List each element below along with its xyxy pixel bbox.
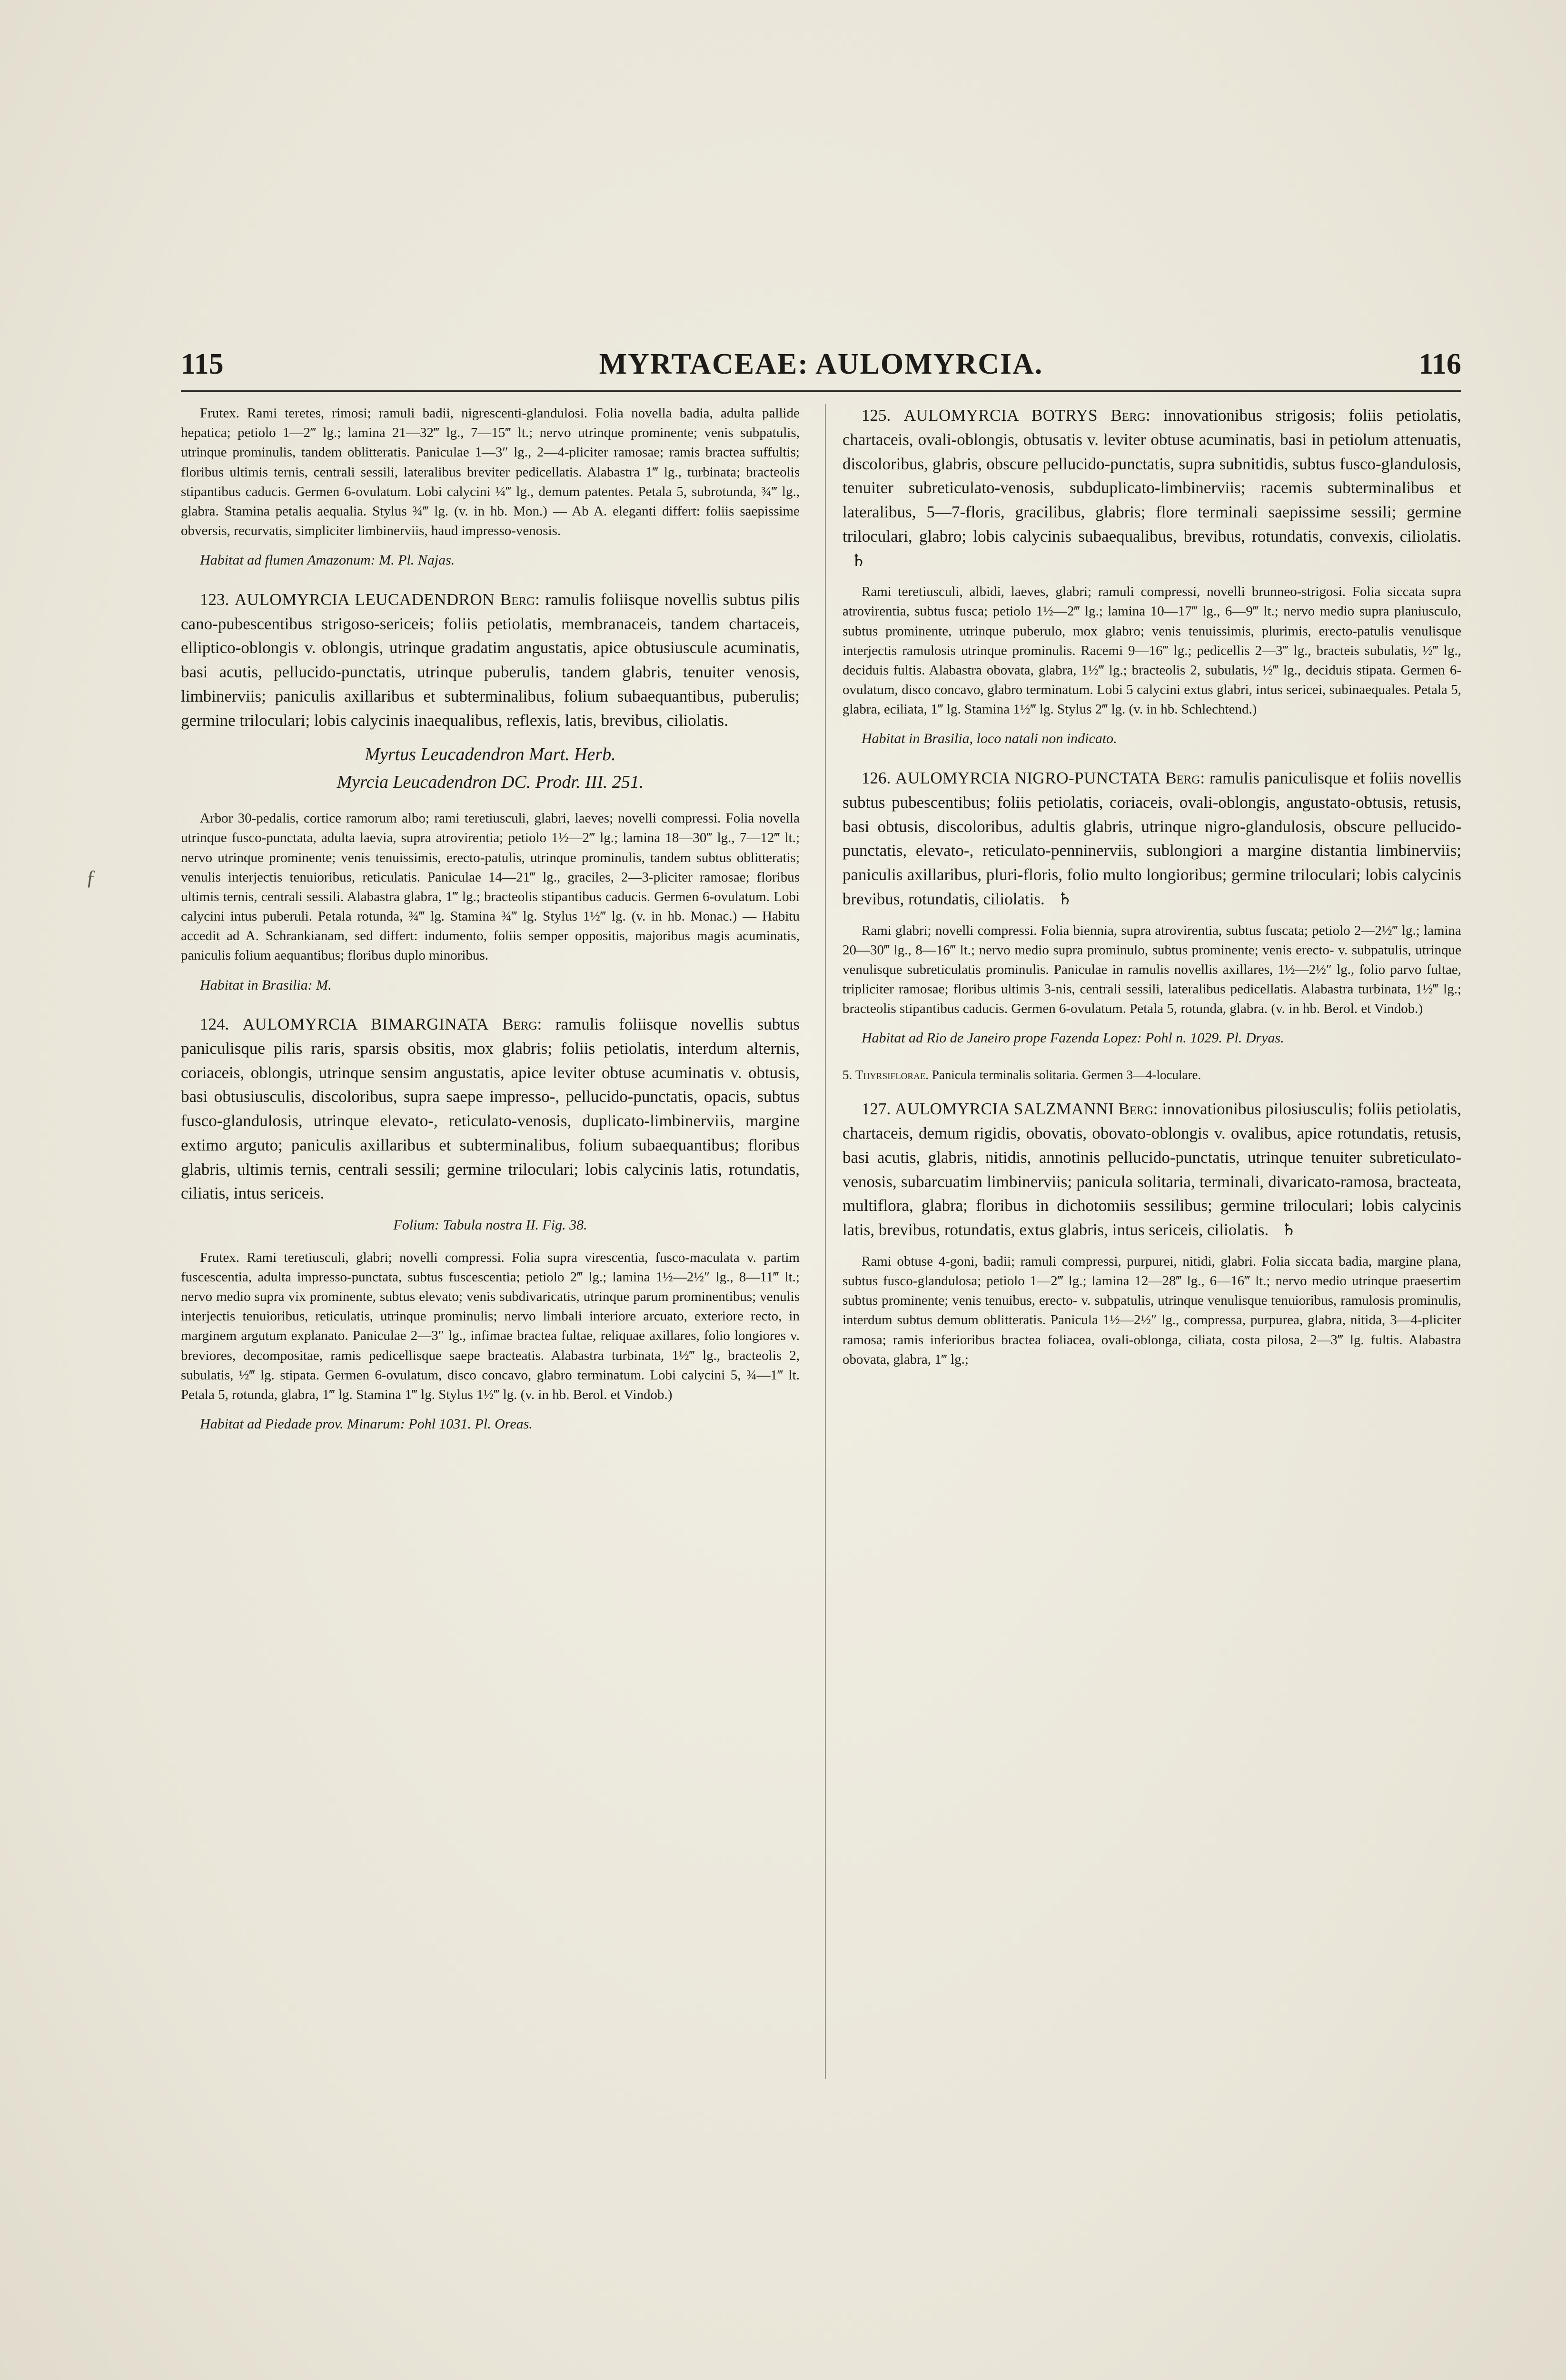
entry-127-author: Berg:: [1118, 1100, 1158, 1119]
entry-124-author: Berg:: [502, 1015, 542, 1034]
entry-123-synonym-2: Myrcia Leucadendron DC. Prodr. III. 251.: [337, 772, 644, 793]
entry-123-diagnosis: [181, 588, 800, 733]
column-divider: [825, 404, 826, 2079]
entry-125-author: Berg:: [1110, 406, 1150, 425]
section-heading: [842, 1066, 1461, 1084]
entry-123-number: 123.: [200, 590, 229, 609]
entry-126-description: Rami glabri; novelli compressi. Folia biennia, supra atrovirentia, subtus fuscata; petiolo 2—2½‴ lg.; lamina 20—30‴ lg., 8—16‴ lt.; nervo medio supra prominulo, subtus prominente; venis erecto- v. subpatulis, utrinque venulisque subreticulatis prominulis. Paniculae in ramulis novellis axillares, 1½—2½″ lg., folio parvo fultae, tripliciter ramosae; floribus ultimis 3-nis, centrali sessili, lateralibus pedicellatis. Alabastra turbinata, 1½‴ lg.; bracteolis stipantibus caducis. Germen 6-ovulatum. Petala 5, rotunda, glabra. (v. in hb. Berol. et Vindob.): [842, 922, 1461, 1017]
entry-126-author: Berg:: [1165, 769, 1205, 788]
continued-description: Frutex. Rami teretes, rimosi; ramuli badii, nigrescenti-glandulosi. Folia novella badia, adulta pallide hepatica; petiolo 1—2‴ lg.; lamina 21—32‴ lg., 7—15‴ lt.; nervo utrinque prominente; venis subpatulis, utrinque prominulis, tandem oblitteratis. Paniculae 1—3″ lg., 2—4-pliciter ramosae; ramis bractea suffultis; floribus ultimis ternis, centrali sessili, lateralibus breviter pedicellatis. Alabastra 1‴ lg., turbinata; bracteolis stipantibus caducis. Germen 6-ovulatum. Lobi calycini ¼‴ lg., demum patentes. Petala 5, subrotunda, ¾‴ lg., glabra. Stamina petalis aequalia. Stylus ¾‴ lg. (v. in hb. Mon.) — Ab A. eleganti differt: foliis saepissime obversis, recurvatis, simpliciter limbinerviis, haud impresso-venosis.: [181, 406, 800, 539]
entry-123-name: AULOMYRCIA LEUCADENDRON: [234, 590, 495, 609]
entry-125-diagnosis-text: innovationibus strigosis; foliis petiolatis, chartaceis, ovali-oblongis, obtusatis v. leviter obtuse acuminatis, basi in petiolum attenuatis, discoloribus, glabris, obscure pellucido-punctatis, supra subnitidis, subtus fusco-glandulosis, tenuiter subreticulato-venosis, subduplicato-limbinerviis; racemis subterminalibus et lateralibus, 5—7-floris, gracilibus, glabris; flore terminali saepissime sessili; germine triloculari, glabro; lobis calycinis subaequalibus, brevibus, rotundatis, convexis, ciliolatis.: [842, 406, 1462, 545]
entry-125-number: 125.: [862, 406, 891, 425]
entry-127-number: 127.: [862, 1100, 891, 1119]
entry-125-diagnosis: [842, 404, 1461, 573]
running-header: [181, 347, 1461, 392]
entry-127-diagnosis-text: innovationibus pilosiusculis; foliis petiolatis, chartaceis, demum rigidis, obovatis, obovato-oblongis v. ovalibus, apice rotundatis, retusis, basi acutis, glabris, nitidis, annotinis pellucido-punctatis, utrinque tenuiter subreticulato-venosis, subarcuatim limbinerviis; panicula solitaria, terminali, divaricato-ramosa, bracteata, multiflora, glabra; floribus in dichotomiis sessilibus; germine triloculari; lobis calycinis latis, brevibus, rotundatis, extus glabris, intus sericeis, ciliolatis.: [842, 1100, 1461, 1240]
entry-127-diagnosis: [842, 1097, 1461, 1242]
entry-125-habitat: Habitat in Brasilia, loco natali non indicato.: [862, 731, 1117, 747]
page-number-right: 116: [1418, 348, 1461, 380]
left-column: [181, 404, 800, 1452]
entry-126-diagnosis-text: ramulis paniculisque et foliis novellis subtus pubescentibus; foliis petiolatis, coriaceis, ovali-oblongis, angustato-obtusis, retusis, basi obtusis, discoloribus, adultis glabris, utrinque nigro-glandulosis, obscure pellucido-punctatis, elevato-, reticulato-penninerviis, sublongiori a margine distantia limbinerviis; paniculis axillaribus, pluri-floris, folio multo longioribus; germine triloculari; lobis calycinis brevibus, rotundatis, ciliolatis.: [842, 769, 1462, 908]
running-title: MYRTACEAE: AULOMYRCIA.: [599, 348, 1043, 380]
section-number: 5.: [842, 1068, 852, 1082]
entry-126-name: AULOMYRCIA NIGRO-PUNCTATA: [895, 769, 1161, 788]
entry-126-number: 126.: [862, 769, 891, 788]
entry-127-description: Rami obtuse 4-goni, badii; ramuli compressi, purpurei, nitidi, glabri. Folia siccata badia, margine plana, subtus fusco-glandulosa; petiolo 1—2‴ lg.; lamina 12—28‴ lg., 6—16‴ lt.; nervo medio utrinque praesertim subtus prominente; venis tenuibus, erecto- v. subpatulis, utrinque venulisque tenuioribus, ramulosis prominulis, interdum subtus demum oblitteratis. Panicula 1½—2½″ lg., compressa, purpurea, glabra, nitida, 3—4-pliciter ramosa; ramis inferioribus bractea foliacea, ovali-oblonga, ciliata, costa pilosa, 2—3‴ lg. fultis. Alabastra obovata, glabra, 1‴ lg.;: [842, 1253, 1461, 1367]
shrub-symbol-icon: ♄: [1057, 889, 1072, 908]
entry-124-name: AULOMYRCIA BIMARGINATA: [242, 1015, 489, 1034]
continued-habitat: Habitat ad flumen Amazonum: M. Pl. Najas.: [200, 552, 455, 568]
entry-125-name: AULOMYRCIA BOTRYS: [903, 406, 1098, 425]
entry-125-description: Rami teretiusculi, albidi, laeves, glabri; ramuli compressi, novelli brunneo-strigosi. Folia siccata supra atrovirentia, subtus fusca; petiolo 1½—2‴ lg.; lamina 10—17‴ lg., 6—9‴ lt.; nervo medio supra planiusculo, subtus prominente, utrinque puberulo, mox glabro; venis tenuissimis, plurimis, erecto-patulis venulisque interjectis ramulosis utrinque prominulis. Racemi 9—16‴ lg.; pedicellis 2—3‴ lg., bracteis subulatis, ½‴ lg., deciduis fultis. Alabastra obovata, glabra, 1½‴ lg.; bracteolis 2, subulatis, ½‴ lg., deciduis stipata. Germen 6-ovulatum, disco concavo, glabro terminatum. Lobi 5 calycini extus glabri, intus sericei, subinaequales. Petala 5, glabra, eciliata, 1‴ lg. Stamina 1½‴ lg. Stylus 2‴ lg. (v. in hb. Schlechtend.): [842, 584, 1461, 717]
right-column: [842, 404, 1461, 1379]
entry-124-figure-reference: Folium: Tabula nostra II. Fig. 38.: [393, 1217, 587, 1233]
entry-123-habitat: Habitat in Brasilia: M.: [200, 977, 332, 993]
entry-124-number: 124.: [200, 1015, 229, 1034]
section-text: Panicula terminalis solitaria. Germen 3—4-loculare.: [932, 1068, 1201, 1082]
entry-123-description: Arbor 30-pedalis, cortice ramorum albo; rami teretiusculi, glabri, laeves; novelli compressi. Folia novella utrinque fusco-punctata, adulta laevia, supra atrovirentia; petiolo 1½—2‴ lg.; lamina 18—30‴ lg., 7—12‴ lt.; nervo utrinque prominente; venis tenuissimis, erecto-patulis, utrinque prominulis, tandem subtus oblitteratis; venulis interjectis tenuioribus, reticulatis. Paniculae 14—21‴ lg., graciles, 2—3-pliciter ramosae; floribus ultimis ternis, centrali sessili. Alabastra glabra, 1‴ lg.; bracteolis stipantibus caducis. Germen 6-ovulatum. Lobi calycini intus puberuli. Petala rotunda, ¾‴ lg. Stamina ¾‴ lg. Stylus 1½‴ lg. (v. in hb. Monac.) — Habitu accedit ad A. Schrankianam, sed differt: indumento, foliis semper oppositis, majoribus magis acuminatis, paniculis folium aequantibus; floribus duplo minoribus.: [181, 811, 800, 963]
entry-124-description: Frutex. Rami teretiusculi, glabri; novelli compressi. Folia supra virescentia, fusco-maculata v. partim fuscescentia, adulta impresso-punctata, subtus fuscescentia; petiolo 2‴ lg.; lamina 1½—2½″ lg., 8—11‴ lt.; nervo medio supra vix prominente, subtus elevato; venis subdivaricatis, utrinque parum prominentibus; venulis interjectis tenuioribus, reticulatis, utrinque prominulis; nervo limbali interiore arcuato, exteriore recto, in marginem argutum explanato. Paniculae 2—3″ lg., infimae bractea fultae, reliquae axillares, folio longiores v. breviores, decompositae, ramis pedicellisque saepe bracteatis. Alabastra turbinata, 1½‴ lg., bracteolis 2, subulatis, ½‴ lg. stipata. Germen 6-ovulatum, disco concavo, glabro terminatum. Lobi calycini 5, ¾—1‴ lt. Petala 5, rotunda, glabra, 1‴ lg. Stamina 1‴ lg. Stylus 1½‴ lg. (v. in hb. Berol. et Vindob.): [181, 1250, 800, 1402]
entry-126-habitat: Habitat ad Rio de Janeiro prope Fazenda Lopez: Pohl n. 1029. Pl. Dryas.: [862, 1030, 1284, 1046]
shrub-symbol-icon: ♄: [1281, 1220, 1297, 1240]
entry-123-diagnosis-text: ramulis foliisque novellis subtus pilis cano-pubescentibus strigoso-sericeis; foliis petiolatis, membranaceis, tandem chartaceis, elliptico-oblongis v. oblongis, utrinque gradatim angustatis, apice obtusiuscule acuminatis, basi acutis, pellucido-punctatis, utrinque puberulis, tandem glabris, tenuiter venosis, limbinerviis; paniculis axillaribus et subterminalibus, folium subaequantibus, puberulis; germine triloculari; lobis calycinis inaequalibus, reflexis, latis, brevibus, ciliolatis.: [181, 590, 800, 730]
entry-124-diagnosis: [181, 1012, 800, 1206]
shrub-symbol-icon: ♄: [851, 551, 866, 570]
margin-mark-icon: ƒ: [86, 866, 96, 889]
entry-123-author: Berg:: [500, 590, 540, 609]
entry-127-name: AULOMYRCIA SALZMANNI: [895, 1100, 1114, 1119]
entry-124-diagnosis-text: ramulis foliisque novellis subtus paniculisque pilis raris, sparsis obsitis, mox glabris; foliis petiolatis, interdum alternis, coriaceis, oblongis, utrinque sensim angustatis, apice leviter obtuse acuminatis v. obtusis, basi obtusiusculis, discoloribus, supra saepe impresso-, pellucido-punctatis, opacis, subtus fusco-glandulosis, utrinque elevato-, reticulato-venosis, duplicato-limbinerviis, margine extimo arguto; paniculis axillaribus et subterminalibus, folium subaequantibus; floribus glabris, ultimis ternis, centrali sessili; germine triloculari; lobis calycinis latis, rotundatis, ciliatis, intus sericeis.: [181, 1015, 800, 1203]
section-name: Thyrsiflorae.: [855, 1068, 929, 1082]
entry-126-diagnosis: [842, 766, 1461, 912]
page-number-left: 115: [181, 348, 224, 380]
entry-123-synonym-1: Myrtus Leucadendron Mart. Herb.: [365, 744, 616, 765]
entry-124-habitat: Habitat ad Piedade prov. Minarum: Pohl 1031. Pl. Oreas.: [200, 1416, 533, 1432]
